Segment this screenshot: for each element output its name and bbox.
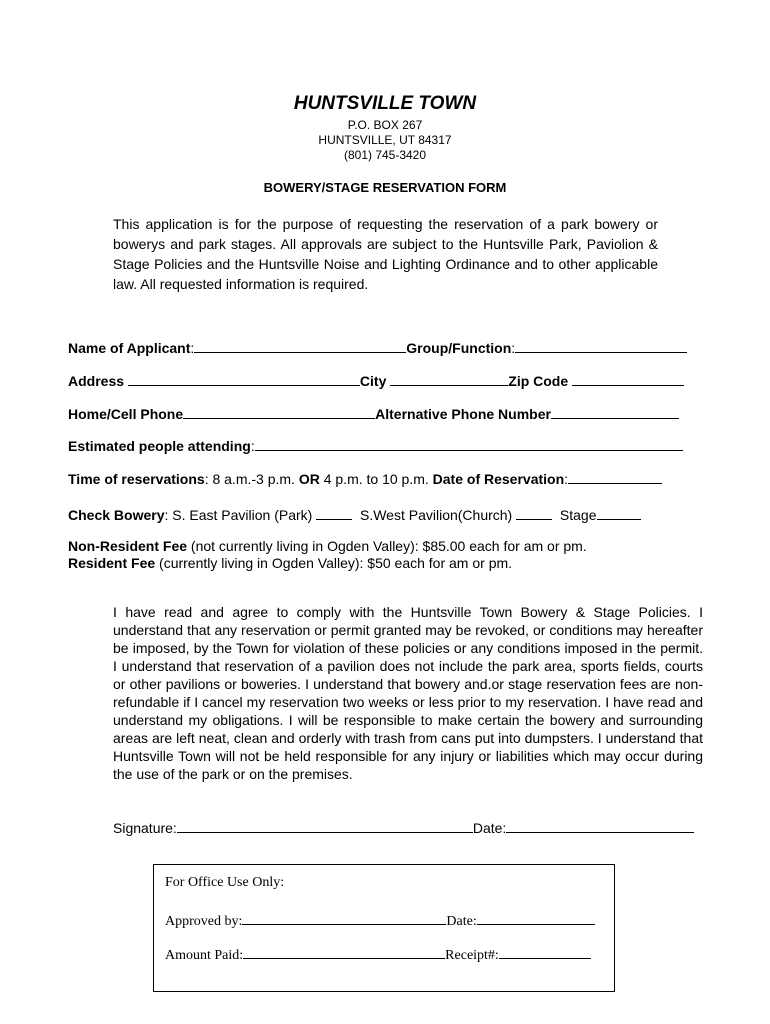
resident-fee-label: Resident Fee [68, 555, 156, 571]
zip-label: Zip Code [508, 373, 569, 389]
approved-row [165, 910, 595, 930]
signature-date-label: Date: [472, 820, 507, 836]
office-use-heading: For Office Use Only: [165, 875, 285, 890]
office-use-box [153, 864, 615, 992]
approved-label: Approved by: [165, 914, 243, 929]
signature-label: Signature: [113, 820, 177, 836]
nonresident-fee [68, 538, 587, 554]
date-reservation-field[interactable] [568, 469, 662, 484]
amount-row [165, 944, 591, 964]
group-label: Group/Function [406, 340, 512, 356]
alt-phone-field[interactable] [551, 404, 679, 419]
bowery-row [68, 505, 641, 523]
home-phone-field[interactable] [183, 404, 375, 419]
time-label: Time of reservations [68, 471, 205, 487]
address-row [68, 371, 684, 389]
nonresident-fee-text: (not currently living in Ogden Valley): $85.00 each for am or pm. [187, 538, 587, 554]
signature-date-field[interactable] [506, 818, 694, 833]
colon: : [511, 340, 516, 356]
office-date-label: Date: [446, 914, 477, 929]
agreement-paragraph: I have read and agree to comply with the Huntsville Town Bowery & Stage Policies. I understand that any reservation or permit granted may be revoked, or conditions may hereafter be imposed, by the Town for violation of these policies or any conditions imposed in the permit. I understand that reservation of a pavilion does not include the park area, sports fields, courts or other pavilions or boweries. I understand that bowery and.or stage reservation fees are non-refundable if I cancel my reservation two weeks or less prior to my reservation. I have read and understand my obligations. I will be responsible to make certain the bowery and surrounding areas are left neat, clean and orderly with trash from cans put into dumpsters. I understand that Huntsville Town will not be held responsible for any injury or liabilities which may occur during the use of the park or on the premises. [113, 604, 703, 782]
zip-field[interactable] [572, 371, 684, 386]
stage-check[interactable] [597, 505, 641, 520]
amount-field[interactable] [243, 944, 445, 959]
date-reservation-label: Date of Reservation [432, 471, 565, 487]
amount-label: Amount Paid: [165, 948, 244, 963]
alt-phone-label: Alternative Phone Number [375, 406, 551, 422]
approved-field[interactable] [242, 910, 446, 925]
city-label: City [359, 373, 387, 389]
time-option-2: 4 p.m. to 10 p.m. [319, 471, 433, 487]
applicant-row [68, 338, 687, 356]
signature-row [113, 818, 694, 836]
address-label: Address [68, 373, 125, 389]
po-box: P.O. BOX 267 [347, 118, 423, 132]
form-title: BOWERY/STAGE RESERVATION FORM [263, 180, 507, 195]
colon: : [190, 340, 195, 356]
time-option-1: : 8 a.m.-3 p.m. [204, 471, 299, 487]
city-field[interactable] [390, 371, 508, 386]
signature-field[interactable] [177, 818, 473, 833]
phone-row [68, 404, 679, 422]
resident-fee [68, 555, 512, 571]
phone-number: (801) 745-3420 [343, 148, 427, 162]
resident-fee-text: (currently living in Ogden Valley): $50 each for am or pm. [155, 555, 513, 571]
office-date-field[interactable] [477, 910, 595, 925]
west-pavilion-label: S.West Pavilion(Church) [359, 507, 517, 523]
home-phone-label: Home/Cell Phone [68, 406, 184, 422]
nonresident-fee-label: Non-Resident Fee [68, 538, 188, 554]
receipt-field[interactable] [499, 944, 591, 959]
west-pavilion-check[interactable] [516, 505, 552, 520]
group-field[interactable] [515, 338, 687, 353]
people-field[interactable] [255, 436, 683, 451]
east-pavilion-label: : S. East Pavilion (Park) [164, 507, 317, 523]
colon: : [250, 438, 255, 454]
east-pavilion-check[interactable] [316, 505, 352, 520]
org-title: HUNTSVILLE TOWN [293, 93, 477, 114]
intro-paragraph: This application is for the purpose of requesting the reservation of a park bowery or bowerys and park stages. All approvals are subject to the Huntsville Park, Paviolion & Stage Policies and the Huntsville Noise and Lighting Ordinance and to other applicable law. All requested information is required. [113, 216, 658, 292]
time-row [68, 469, 662, 487]
name-label: Name of Applicant [68, 340, 191, 356]
address-field[interactable] [128, 371, 360, 386]
receipt-label: Receipt#: [445, 948, 499, 963]
people-label: Estimated people attending [68, 438, 251, 454]
check-bowery-label: Check Bowery [68, 507, 165, 523]
stage-label: Stage [559, 507, 597, 523]
colon: : [564, 471, 569, 487]
city-address: HUNTSVILLE, UT 84317 [318, 133, 452, 147]
name-field[interactable] [194, 338, 406, 353]
or-label: OR [298, 471, 320, 487]
people-row [68, 436, 683, 454]
